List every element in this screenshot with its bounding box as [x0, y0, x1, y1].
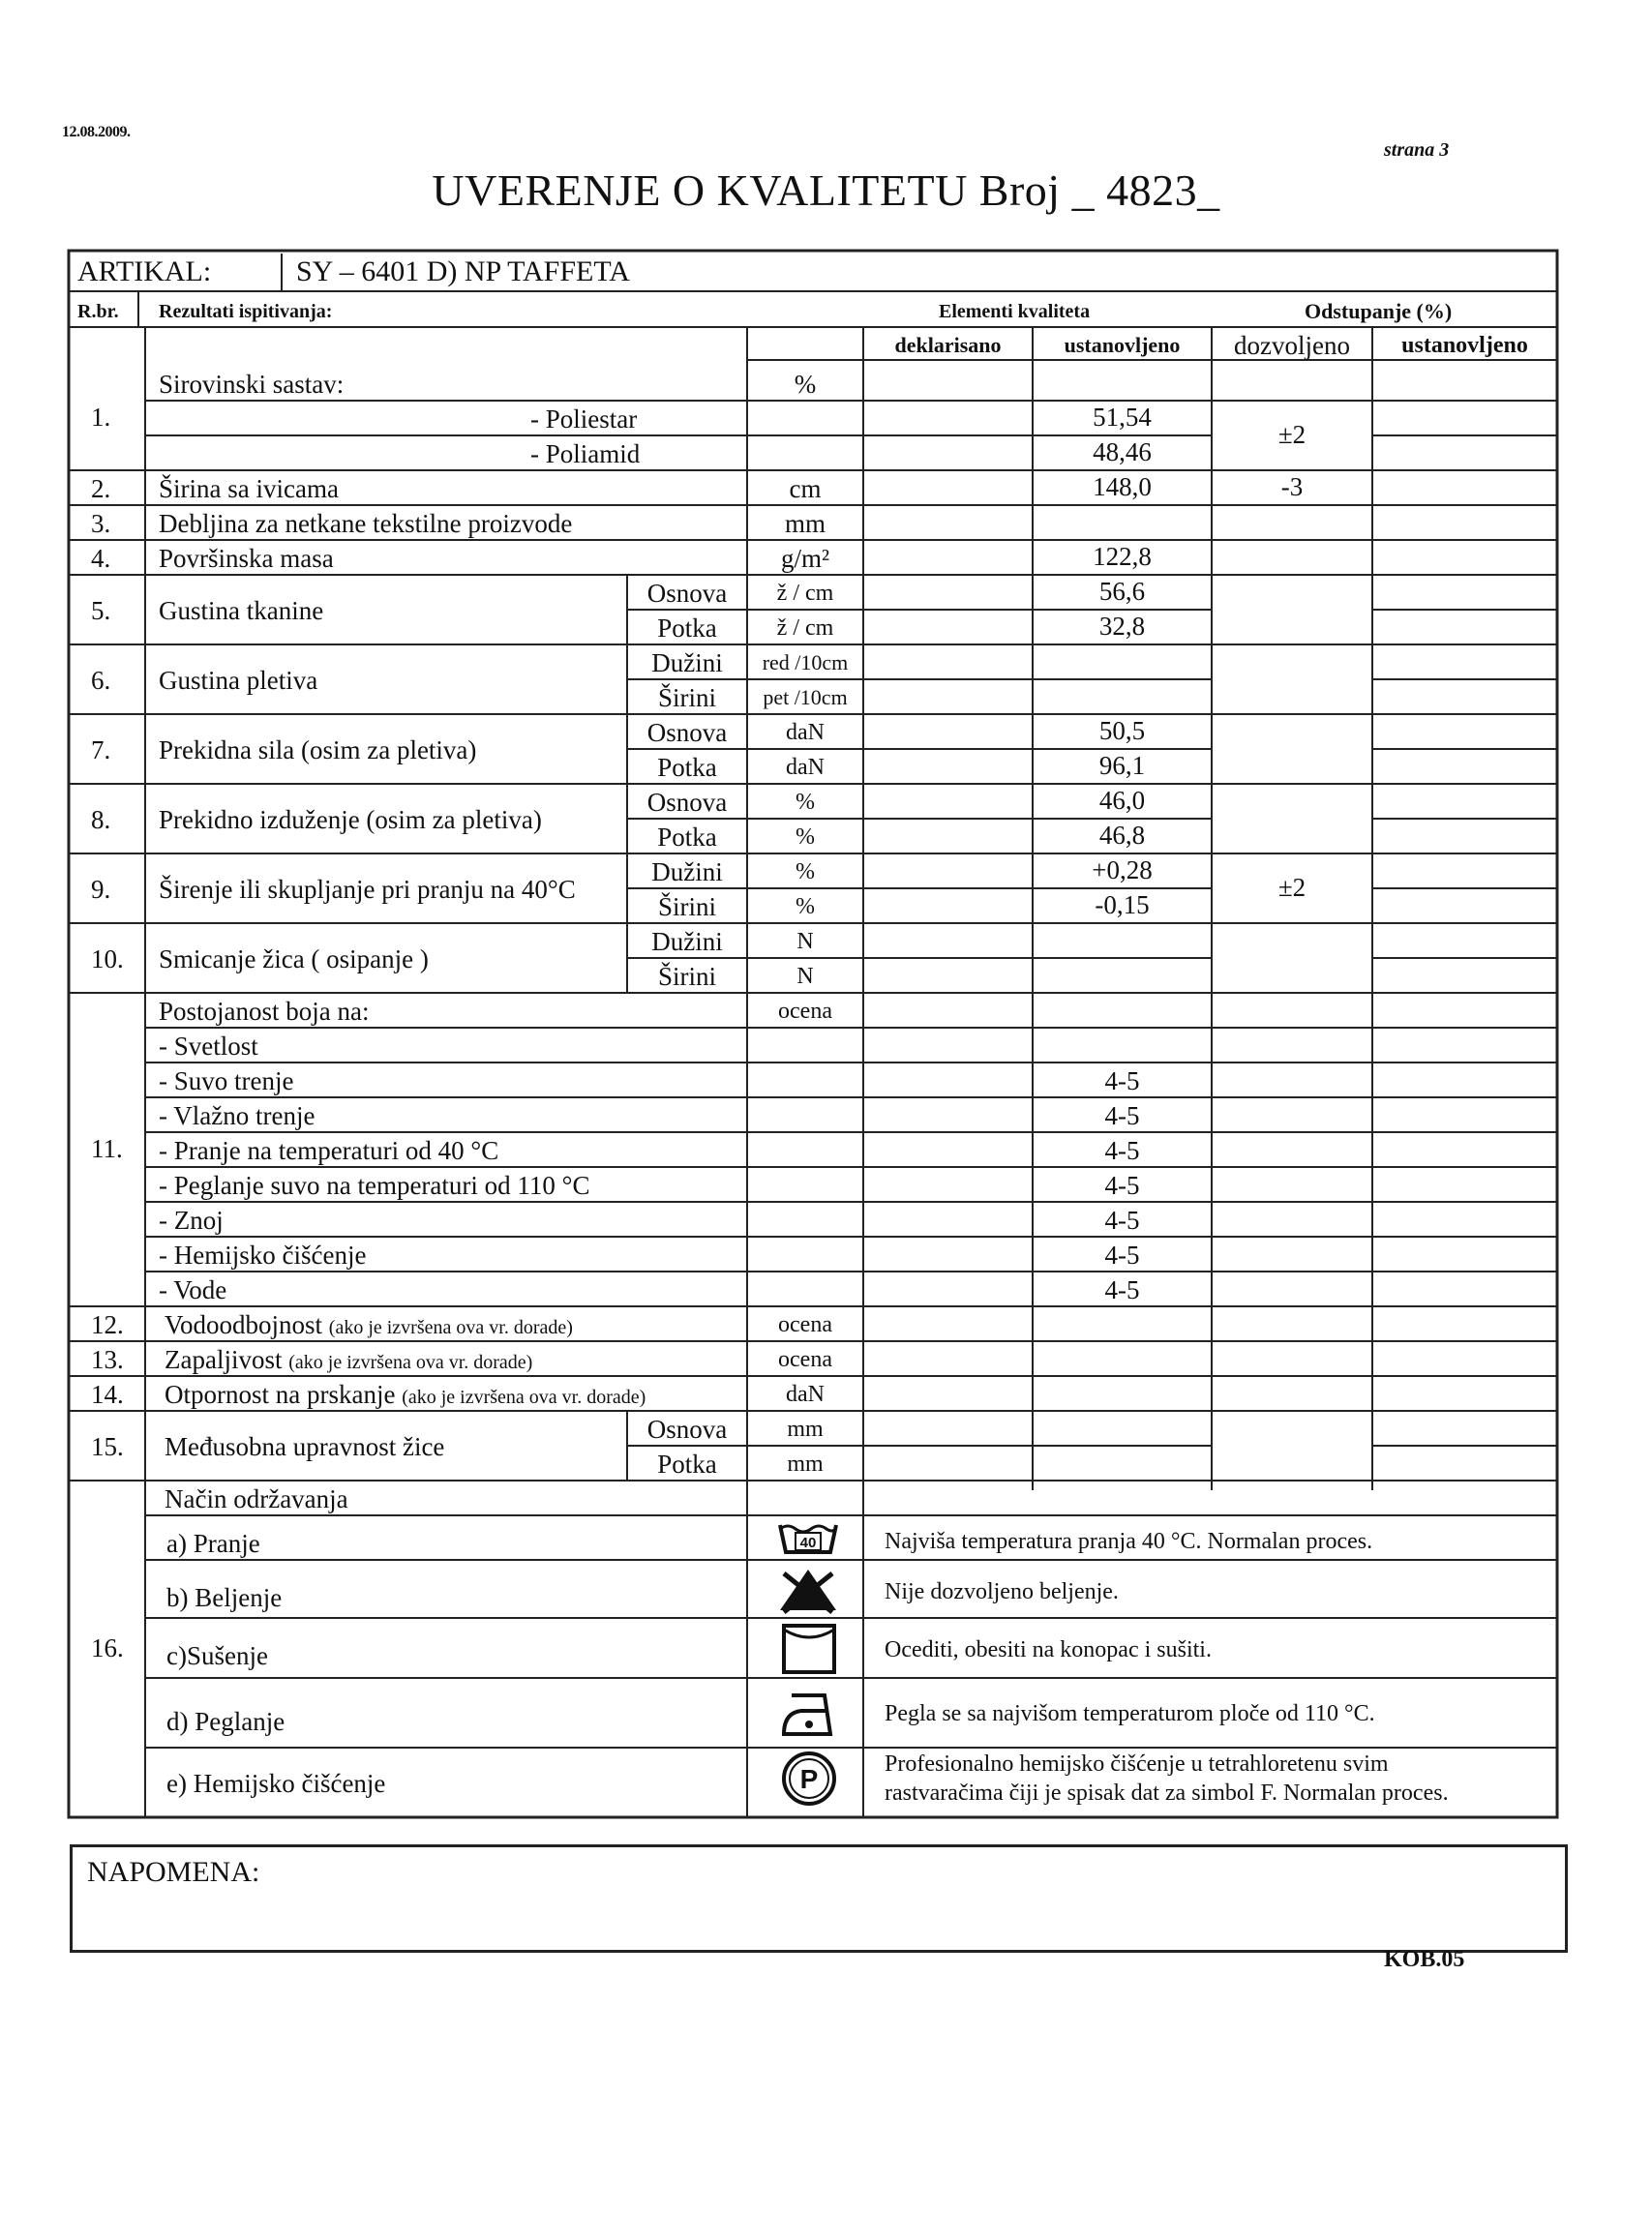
row-unit: %	[796, 824, 815, 850]
row-unit: ocena	[778, 1347, 832, 1372]
fastness-item: - Znoj	[159, 1206, 224, 1235]
care-label: e) Hemijsko čišćenje	[166, 1769, 386, 1798]
established-value: 148,0	[1093, 472, 1152, 501]
established-value: 56,6	[1098, 577, 1146, 606]
row-unit: %	[796, 859, 815, 884]
column-declared: deklarisano	[894, 333, 1002, 357]
row-label: Sirovinski sastav:	[159, 370, 345, 399]
established-value: 4-5	[1104, 1241, 1140, 1270]
row-unit: %	[796, 790, 815, 815]
established-value: 48,46	[1093, 437, 1152, 466]
fastness-item: - Vode	[159, 1275, 227, 1304]
row-unit: cm	[789, 474, 822, 503]
row-sub-label: Osnova	[646, 579, 728, 608]
note-box	[70, 1844, 1568, 1953]
row-unit: ocena	[778, 999, 832, 1024]
row-unit: g/m²	[780, 544, 830, 573]
column-results: Rezultati ispitivanja:	[159, 301, 333, 322]
row-label: Vodoodbojnost (ako je izvršena ova vr. dorade)	[165, 1310, 573, 1339]
column-rbr: R.br.	[77, 301, 119, 322]
row-number: 14.	[91, 1380, 124, 1409]
row-sub-label: - Poliestar	[530, 404, 638, 434]
row-number: 7.	[91, 735, 111, 764]
care-instruction: Najviša temperatura pranja 40 °C. Normalan proces.	[885, 1529, 1373, 1554]
care-label: b) Beljenje	[166, 1583, 283, 1612]
fastness-item: - Peglanje suvo na temperaturi od 110 °C	[159, 1171, 590, 1200]
wash-40-icon	[774, 1519, 842, 1558]
row-unit: %	[794, 370, 817, 399]
fastness-item: - Vlažno trenje	[159, 1101, 315, 1130]
row-number: 15.	[91, 1432, 124, 1461]
care-label: d) Peglanje	[166, 1707, 285, 1736]
note-label: NAPOMENA:	[87, 1856, 260, 1888]
row-unit: ž / cm	[776, 615, 834, 641]
established-value: 4-5	[1104, 1136, 1140, 1165]
care-instruction: Pegla se sa najvišom temperaturom ploče od 110 °C.	[885, 1701, 1375, 1726]
article-value: SY – 6401 D) NP TAFFETA	[296, 255, 630, 287]
row-unit: ž / cm	[776, 581, 834, 606]
row-unit: red /10cm	[762, 650, 849, 674]
row-number: 5.	[91, 596, 111, 625]
row-label: Širina sa ivicama	[159, 474, 339, 503]
page-number: strana 3	[1384, 139, 1450, 161]
row-sub-label: Širini	[657, 683, 716, 712]
row-unit: N	[796, 964, 814, 989]
row-sub-label: Potka	[657, 1450, 717, 1479]
row-sub-label: Širini	[657, 892, 716, 921]
established-value: 50,5	[1098, 716, 1146, 745]
row-label: Otpornost na prskanje (ako je izvršena ova vr. dorade)	[165, 1380, 646, 1409]
care-instruction: Profesionalno hemijsko čišćenje u tetrahloretenu svim	[885, 1751, 1389, 1777]
dry-clean-letter: P	[799, 1764, 819, 1794]
row-number: 10.	[91, 944, 124, 973]
row-label: Gustina tkanine	[159, 596, 324, 625]
row-sub-label: Potka	[657, 753, 717, 782]
column-deviation: Odstupanje (%)	[1305, 299, 1453, 323]
row-number: 3.	[91, 509, 111, 538]
row-label: Debljina za netkane tekstilne proizvode	[159, 509, 573, 538]
row-number: 11.	[91, 1134, 123, 1163]
page-title: UVERENJE O KVALITETU Broj _ 4823_	[432, 165, 1220, 215]
allowed-value: -3	[1280, 472, 1304, 501]
row-unit: %	[796, 894, 815, 919]
row-unit: daN	[786, 755, 825, 780]
article-label: ARTIKAL:	[77, 255, 212, 287]
row-sub-label: Dužini	[651, 927, 723, 956]
row-sub-label: Potka	[657, 614, 717, 643]
established-value: 96,1	[1098, 751, 1146, 780]
row-label: Način održavanja	[165, 1484, 348, 1513]
established-value: 4-5	[1104, 1101, 1140, 1130]
established-value: 4-5	[1104, 1206, 1140, 1235]
line-dry-icon	[780, 1622, 838, 1676]
row-label: Širenje ili skupljanje pri pranju na 40°C	[159, 875, 576, 904]
column-established: ustanovljeno	[1064, 333, 1181, 357]
established-value: 51,54	[1093, 403, 1152, 432]
row-unit: pet /10cm	[763, 685, 848, 709]
row-label: Međusobna upravnost žice	[165, 1432, 445, 1461]
allowed-value: ±2	[1277, 873, 1307, 902]
row-sub-label: Širini	[657, 962, 716, 991]
column-established-deviation: ustanovljeno	[1401, 333, 1528, 358]
care-instruction: Ocediti, obesiti na konopac i sušiti.	[885, 1637, 1212, 1662]
established-value: 46,0	[1098, 786, 1146, 815]
column-allowed: dozvoljeno	[1234, 331, 1350, 360]
fastness-item: - Suvo trenje	[159, 1066, 294, 1095]
no-bleach-icon	[774, 1566, 842, 1614]
row-sub-label: Osnova	[646, 718, 728, 747]
row-number: 13.	[91, 1345, 124, 1374]
row-label: Zapaljivost (ako je izvršena ova vr. dorade)	[165, 1345, 533, 1374]
care-label: a) Pranje	[166, 1529, 260, 1558]
row-sub-label: Dužini	[651, 648, 723, 677]
fastness-item: - Pranje na temperaturi od 40 °C	[159, 1136, 499, 1165]
iron-icon	[778, 1684, 840, 1740]
column-quality: Elementi kvaliteta	[939, 301, 1091, 322]
row-number: 9.	[91, 875, 111, 904]
row-number: 4.	[91, 544, 111, 573]
row-sub-label: Osnova	[646, 788, 728, 817]
row-label: Smicanje žica ( osipanje )	[159, 944, 429, 973]
document-date: 12.08.2009.	[62, 124, 131, 140]
care-label: c)Sušenje	[166, 1641, 268, 1670]
established-value: 122,8	[1093, 542, 1152, 571]
established-value: 4-5	[1104, 1066, 1140, 1095]
row-number: 2.	[91, 474, 111, 503]
row-label: Površinska masa	[159, 544, 334, 573]
care-instruction: rastvaračima čiji je spisak dat za simbol F. Normalan proces.	[885, 1781, 1449, 1806]
row-unit: N	[796, 929, 814, 954]
fastness-item: - Svetlost	[159, 1032, 258, 1061]
allowed-value: ±2	[1277, 420, 1307, 449]
row-number: 12.	[91, 1310, 124, 1339]
established-value: 46,8	[1098, 821, 1146, 850]
care-instruction: Nije dozvoljeno beljenje.	[885, 1579, 1119, 1604]
row-label: Prekidna sila (osim za pletiva)	[159, 735, 477, 764]
dry-clean-p-icon	[780, 1750, 838, 1808]
established-value: +0,28	[1092, 855, 1153, 884]
row-unit: daN	[786, 720, 825, 745]
row-sub-label: Dužini	[651, 857, 723, 886]
row-number: 16.	[91, 1633, 124, 1662]
established-value: 4-5	[1104, 1275, 1140, 1304]
wash-temperature: 40	[799, 1535, 817, 1551]
row-unit: mm	[784, 509, 826, 538]
row-label: Postojanost boja na:	[159, 997, 370, 1026]
row-sub-label: - Poliamid	[530, 439, 641, 468]
row-number: 6.	[91, 666, 111, 695]
established-value: -0,15	[1095, 890, 1150, 919]
row-sub-label: Potka	[657, 823, 717, 852]
row-number: 8.	[91, 805, 111, 834]
row-unit: ocena	[778, 1312, 832, 1337]
fastness-item: - Hemijsko čišćenje	[159, 1241, 367, 1270]
form-code: KOB.05	[1384, 1947, 1465, 1972]
row-unit: mm	[787, 1417, 824, 1442]
row-label: Prekidno izduženje (osim za pletiva)	[159, 805, 542, 834]
row-unit: mm	[787, 1452, 824, 1477]
row-unit: daN	[786, 1382, 825, 1407]
established-value: 4-5	[1104, 1171, 1140, 1200]
established-value: 32,8	[1098, 612, 1146, 641]
row-number: 1.	[91, 403, 111, 432]
row-label: Gustina pletiva	[159, 666, 318, 695]
row-sub-label: Osnova	[646, 1415, 728, 1444]
